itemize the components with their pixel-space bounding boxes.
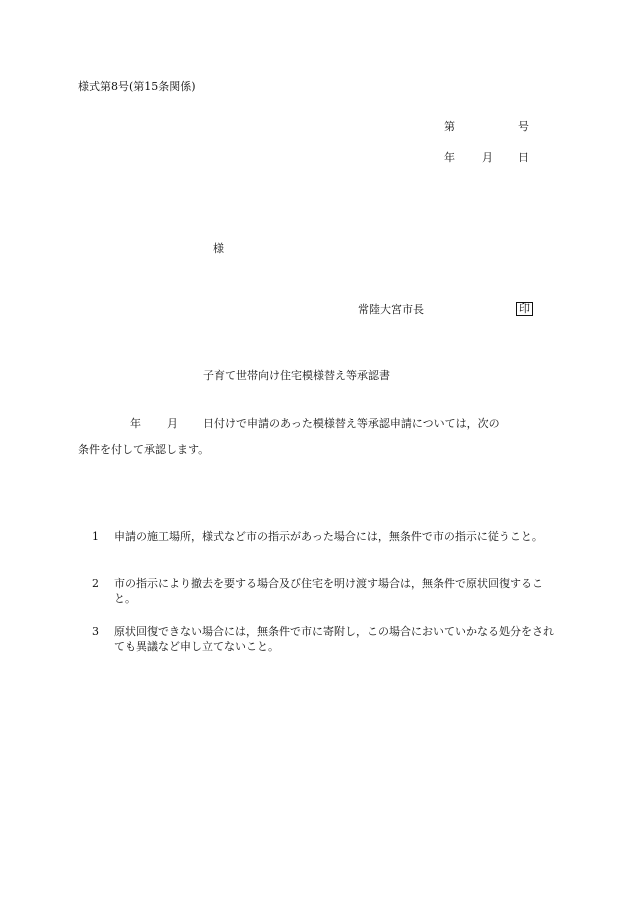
form-label: 様式第8号(第15条関係): [78, 80, 196, 93]
condition-item-2: [92, 576, 562, 606]
condition-text: 原状回復できない場合には，無条件で市に寄附し，この場合においていかなる処分をされても異議など申し立てないこと。: [114, 625, 554, 653]
condition-number: 2: [92, 577, 99, 590]
body-date-year: 年: [130, 417, 141, 430]
body-line-1: 日付けで申請のあった模様替え等承認申請については，次の: [203, 417, 500, 430]
condition-text: 申請の施工場所，様式など市の指示があった場合には，無条件で市の指示に従うこと。: [114, 530, 543, 543]
seal-mark: [516, 302, 533, 316]
issuer-name: 常陸大宮市長: [358, 303, 424, 316]
date-month: 月: [482, 151, 493, 164]
body-line-2: 条件を付して承認します。: [78, 443, 210, 456]
date-year: 年: [444, 151, 455, 164]
doc-number-suffix: 号: [518, 120, 529, 133]
condition-number: 1: [92, 530, 99, 543]
document-title: 子育て世帯向け住宅模様替え等承認書: [203, 369, 390, 382]
condition-number: 3: [92, 625, 99, 638]
condition-item-1: [92, 529, 562, 544]
date-day: 日: [518, 151, 529, 164]
recipient-honorific: 様: [213, 242, 224, 255]
condition-item-3: [92, 624, 562, 654]
condition-text: 市の指示により撤去を要する場合及び住宅を明け渡す場合は，無条件で原状回復すること。: [114, 577, 543, 605]
body-date-month: 月: [167, 417, 178, 430]
doc-number-prefix: 第: [444, 120, 455, 133]
seal-label: 印: [516, 302, 533, 316]
